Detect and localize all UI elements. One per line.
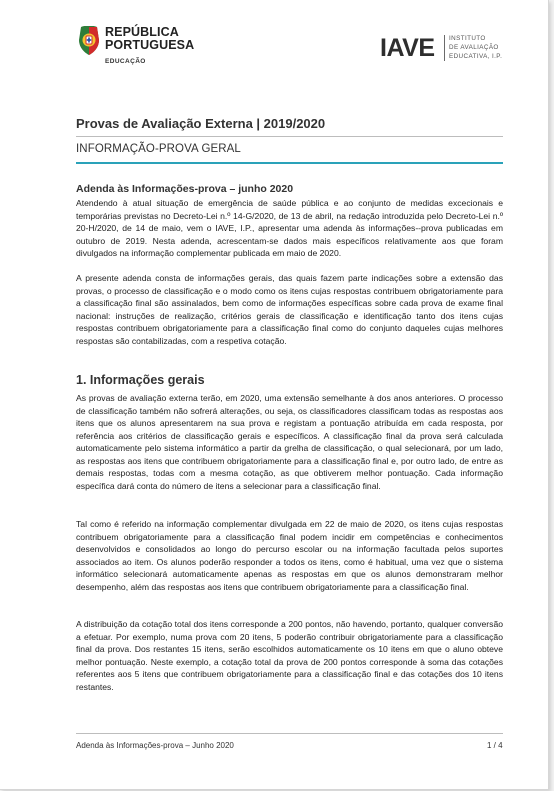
republica-portuguesa-logo: [78, 22, 218, 76]
adenda-heading: Adenda às Informações-prova – junho 2020: [76, 183, 294, 195]
document-title: Provas de Avaliação Externa | 2019/2020: [76, 116, 326, 131]
title-divider: [76, 136, 503, 137]
republic-name-line1: REPÚBLICA: [105, 25, 179, 39]
section-paragraph: Tal como é referido na informação complementar divulgada em 22 de maio de 2020, os itens cujas respostas contribuem obrigatoriamente para a classificação final podem incidir em competências e conhecimentos desenvolvidos e consolidados ao longo do percurso escolar ou na informação facultada pelos suportes associados ao item. Os alunos poderão responder a todos os itens, como é habitual, uma vez que o sistema informático selecionará automaticamente apenas as respostas em que os alunos demonstraram melhor desempenho, além das respostas aos itens que contribuem obrigatoriamente para a classificação final.: [76, 519, 503, 592]
iave-sub-line3: EDUCATIVA, I.P.: [449, 53, 503, 60]
intro-paragraph: Atendendo à atual situação de emergência de saúde pública e ao conjunto de medidas excecionais e temporárias previstas no Decreto-Lei n.º 14-G/2020, de 13 de abril, na redação introduzida pelo Decreto-Lei n.º 20-H/2020, de 14 de maio, vem o IAVE, I.P., apresentar uma adenda às informações--prova publicadas em outubro de 2019. Nesta adenda, acrescentam-se dados mais específicos relativamente aos que foram divulgados na informação complementar publicada em maio de 2020.: [76, 198, 503, 258]
section-paragraph: A distribuição da cotação total dos itens corresponde a 200 pontos, não havendo, portanto, qualquer conversão a efetuar. Por exemplo, numa prova com 20 itens, 5 poderão contribuir obrigatoriamente para a classificação final da prova. Dos restantes 15 itens, serão escolhidos automaticamente os 10 itens em que o aluno obteve melhor pontuação. Neste exemplo, a cotação total da prova de 200 pontos corresponde à soma das cotações referentes aos 5 itens que contribuem obrigatoriamente para a classificação final e das cotações dos 10 itens restantes.: [76, 619, 503, 692]
subtitle-accent-rule: [76, 162, 503, 164]
iave-sub-line1: INSTITUTO: [449, 35, 486, 42]
footer-document-label: Adenda às Informações-prova – Junho 2020: [76, 741, 234, 750]
iave-logo: [380, 33, 520, 63]
footer-divider: [76, 733, 503, 734]
document-subtitle: INFORMAÇÃO-PROVA GERAL: [76, 143, 241, 155]
iave-institute-name: [449, 34, 502, 61]
portuguese-coat-of-arms-icon: [78, 26, 100, 56]
iave-logo-text: IAVE: [380, 34, 435, 62]
page-number: 1 / 4: [487, 741, 503, 750]
section-heading: 1. Informações gerais: [76, 373, 205, 387]
iave-sub-line2: DE AVALIAÇÃO: [449, 44, 499, 51]
section-paragraph: As provas de avaliação externa terão, em 2020, uma extensão semelhante à dos anos anteriores. O processo de classificação também não sofrerá alterações, ou seja, os classificadores classificam todas as respostas aos itens que os alunos apresentarem na sua prova e registam a pontuação atribuída em cada resposta, por referência aos critérios de classificação gerais e específicos. A classificação final da prova será calculada automaticamente pelo sistema informático a partir da grelha de classificação, o qual selecionará, por um lado, as respostas aos itens que contribuem obrigatoriamente para a classificação final e, por outro lado, de entre as demais respostas, todas com a mesma cotação, as que obtiverem melhor pontuação. Cada informação específica dará conta do número de itens a selecionar para a classificação final.: [76, 393, 503, 491]
iave-logo-divider: [444, 35, 445, 61]
intro-paragraph: A presente adenda consta de informações gerais, das quais fazem parte indicações sobre a extensão das provas, o processo de classificação e o modo como os itens cujas respostas contribuem obrigatoriamente para a classificação final são assinalados, bem como de informações específicas sobre cada prova de exame final nacional: instruções de realização, critérios gerais de classificação e identificação tanto dos itens cujas respostas contribuem obrigatoriamente para a classificação final como do conjunto daqueles cujas melhores respostas são contabilizadas, com a respetiva cotação.: [76, 273, 503, 346]
ministry-label: EDUCAÇÃO: [105, 58, 146, 65]
republic-name-line2: PORTUGUESA: [105, 38, 195, 52]
